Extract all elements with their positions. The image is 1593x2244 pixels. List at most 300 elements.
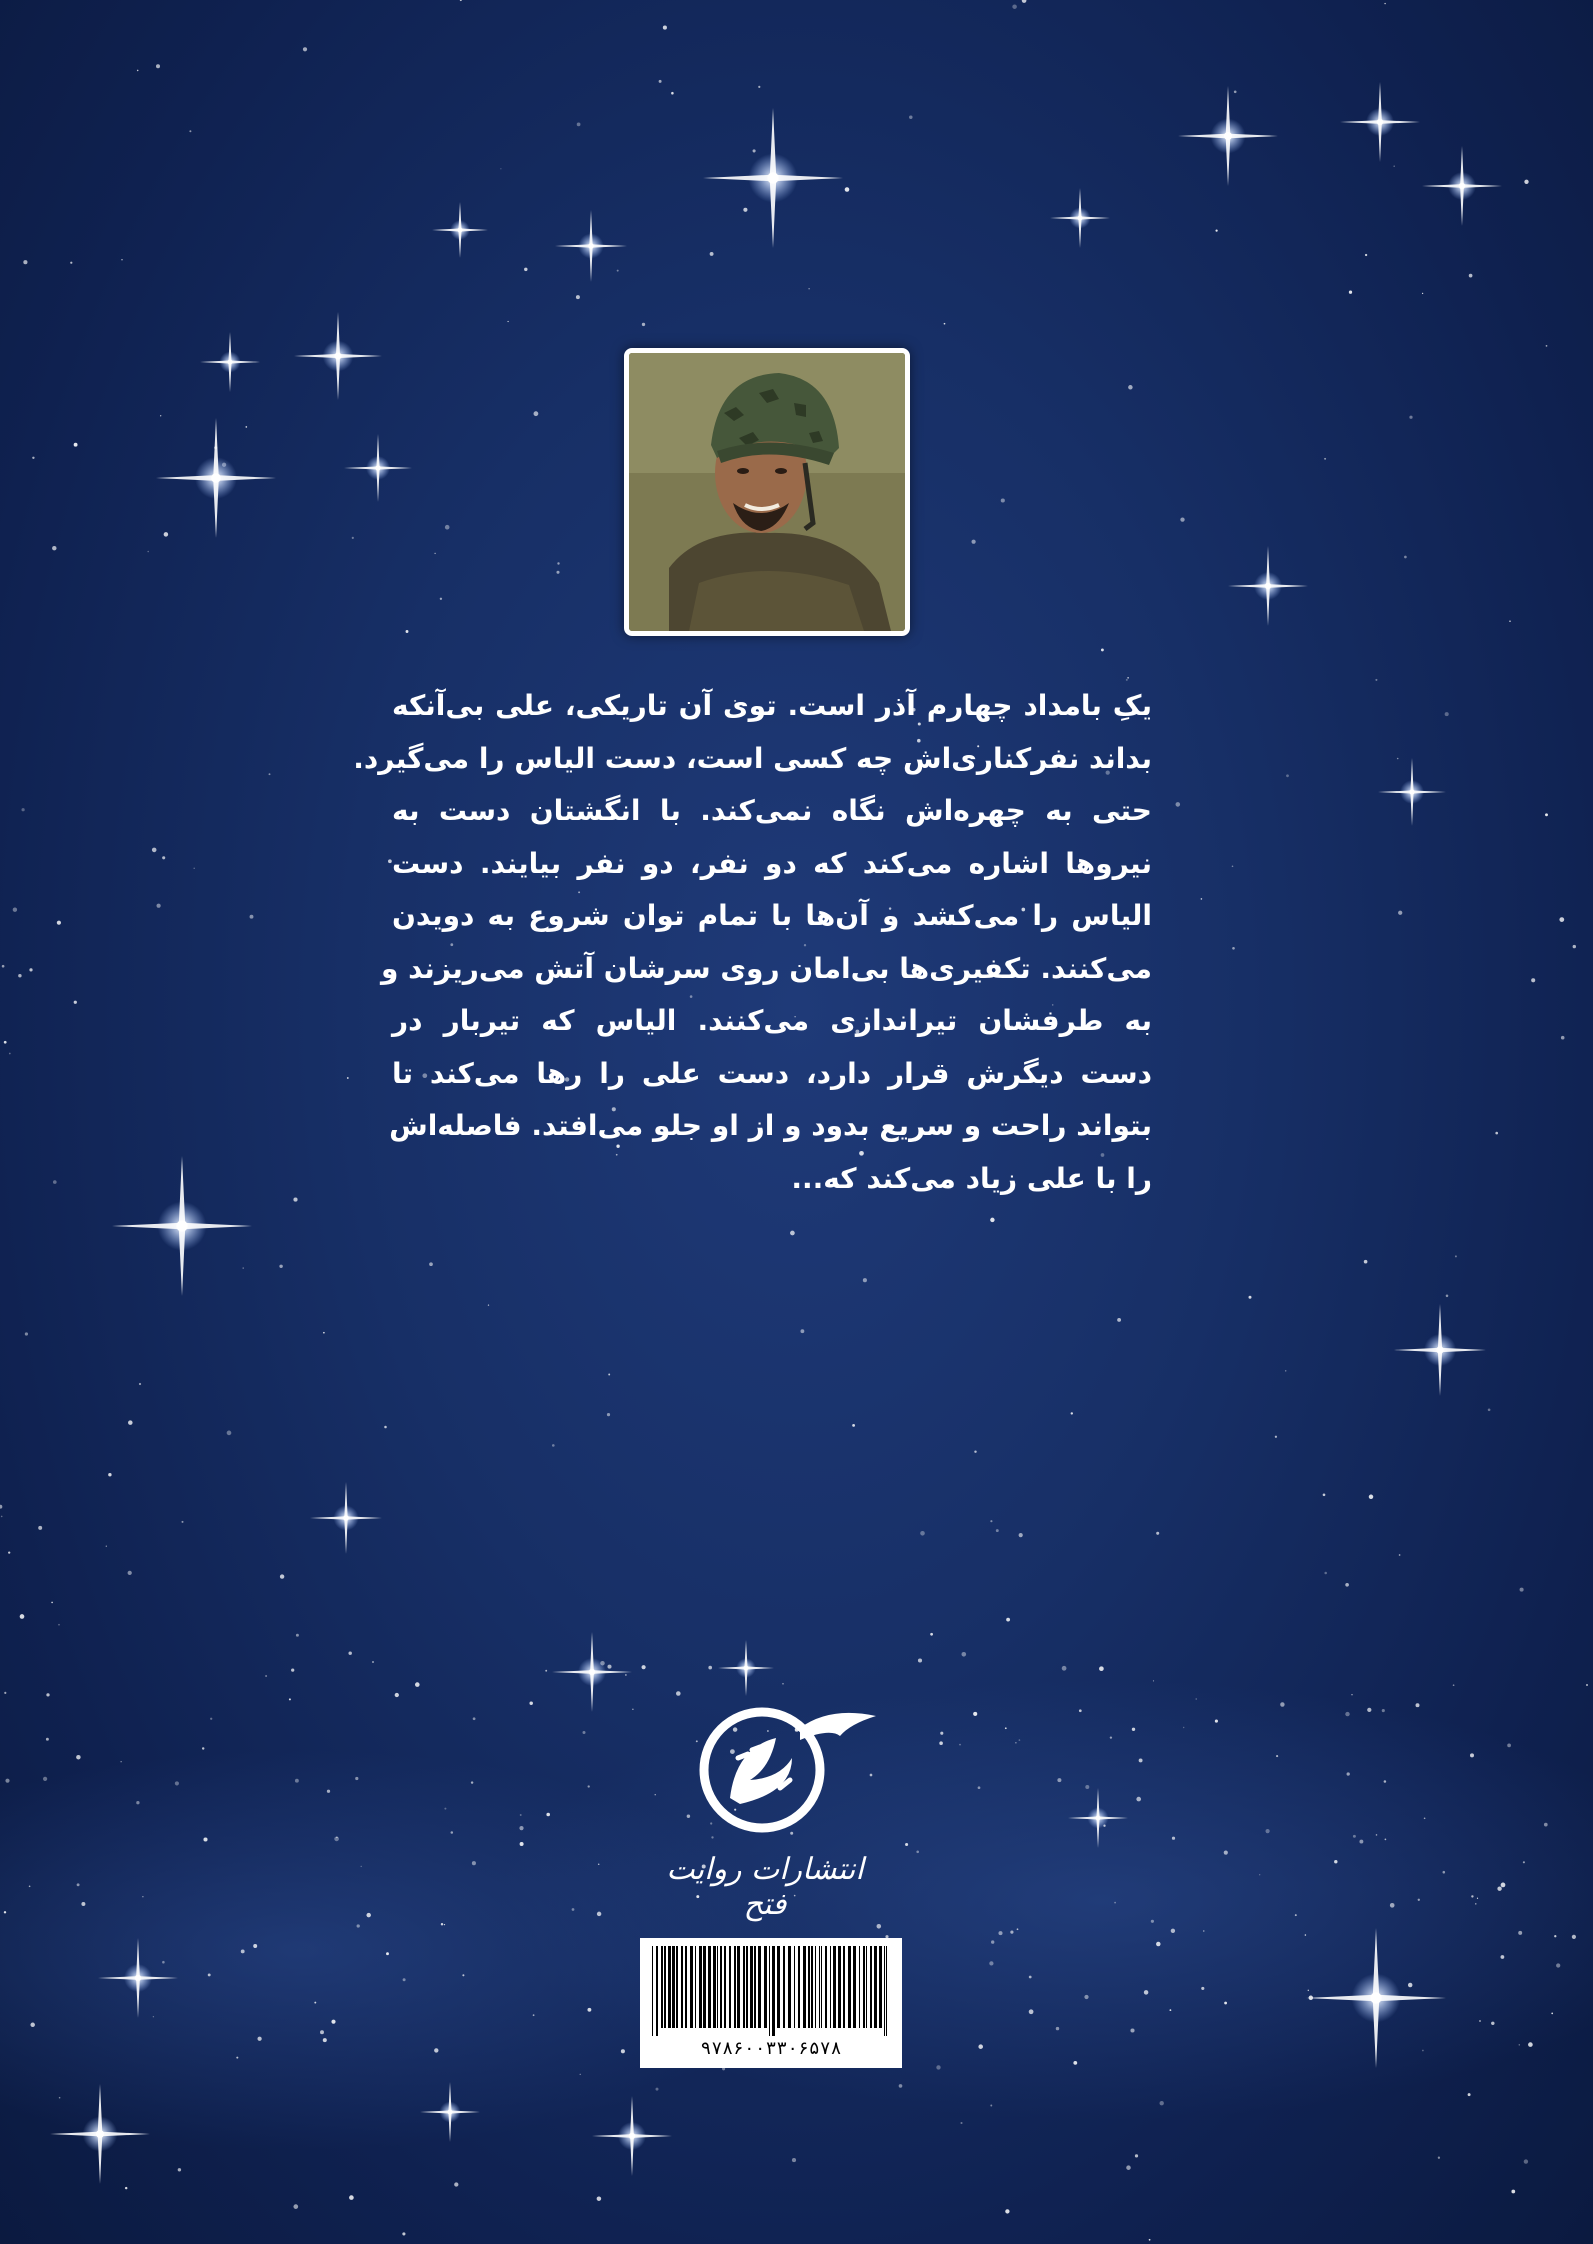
barcode-bar	[661, 1946, 663, 2028]
barcode-bar	[783, 1946, 785, 2028]
barcode-bar	[769, 1946, 770, 2036]
star-dot	[940, 1732, 943, 1735]
star-dot	[1438, 2157, 1440, 2159]
star-dot	[241, 1949, 245, 1953]
star-dot	[1276, 1755, 1278, 1757]
star-dot	[1369, 1495, 1374, 1500]
barcode-bar	[772, 1946, 775, 2036]
publisher-name: انتشارات روایت فتح	[666, 1852, 864, 1922]
star-dot	[1117, 1318, 1121, 1322]
star-dot	[1006, 1618, 1010, 1622]
barcode-bar	[685, 1946, 687, 2028]
star-dot	[1019, 1739, 1021, 1741]
star-dot	[500, 168, 501, 169]
star-dot	[1171, 1929, 1175, 1933]
star-dot	[1349, 291, 1352, 294]
star-dot	[175, 1781, 179, 1785]
barcode-bar	[863, 1946, 865, 2028]
star-dot	[1554, 1935, 1556, 1937]
star-dot	[520, 1814, 522, 1816]
star-dot	[46, 1693, 49, 1696]
star-dot	[1001, 498, 1005, 502]
barcode-bar	[821, 1946, 822, 2028]
barcode-bar	[798, 1946, 800, 2028]
star-dot	[366, 1913, 370, 1917]
star-dot	[471, 1781, 473, 1783]
star-dot	[1559, 917, 1564, 922]
star-dot	[534, 411, 539, 416]
publisher-logo-icon	[680, 1688, 880, 1836]
star-dot	[632, 1709, 633, 1710]
sparkle-star-icon	[703, 108, 843, 248]
star-dot	[936, 2065, 940, 2069]
star-dot	[1324, 458, 1326, 460]
star-dot	[386, 1952, 389, 1955]
star-dot	[607, 1413, 610, 1416]
star-dot	[121, 259, 122, 260]
star-dot	[76, 1755, 81, 1760]
star-dot	[178, 2168, 181, 2171]
star-dot	[808, 288, 809, 289]
barcode-bar	[690, 1946, 693, 2028]
star-dot	[1528, 2042, 1533, 2047]
sparkle-star-icon	[344, 434, 412, 502]
isbn-barcode	[640, 1938, 902, 2068]
star-dot	[1153, 1680, 1154, 1681]
barcode-bar	[703, 1946, 706, 2028]
star-dot	[1286, 774, 1289, 777]
star-dot	[108, 1473, 111, 1476]
star-dot	[1029, 1976, 1032, 1979]
star-dot	[451, 1831, 454, 1834]
star-dot	[1520, 1588, 1524, 1592]
star-dot	[1471, 1895, 1473, 1897]
star-dot	[1022, 0, 1027, 3]
star-dot	[1017, 1928, 1019, 1930]
star-dot	[139, 1383, 141, 1385]
barcode-bar	[734, 1946, 736, 2028]
star-dot	[8, 1551, 10, 1553]
star-dot	[1135, 2154, 1138, 2157]
star-dot	[1324, 1572, 1327, 1575]
star-dot	[384, 1426, 387, 1429]
star-dot	[1385, 1839, 1387, 1841]
star-dot	[136, 1801, 139, 1804]
star-dot	[1180, 517, 1184, 521]
star-dot	[1019, 1533, 1023, 1537]
star-dot	[863, 1278, 867, 1282]
barcode-bar	[664, 1946, 666, 2028]
star-dot	[1224, 1851, 1228, 1855]
star-dot	[1234, 90, 1237, 93]
star-dot	[960, 2122, 962, 2124]
star-dot	[293, 1198, 297, 1202]
blurb-line: را با علی زیاد می‌کند که...	[791, 1161, 1152, 1195]
star-dot	[1224, 2002, 1227, 2005]
barcode-bar	[729, 1946, 731, 2028]
star-dot	[978, 2044, 983, 2049]
star-dot	[582, 1731, 585, 1734]
barcode-digits: ۹۷۸۶۰۰۳۳۰۶۵۷۸	[700, 2038, 842, 2059]
star-dot	[1144, 1990, 1149, 1995]
star-dot	[43, 1777, 47, 1781]
blurb-line: به طرفشان تیراندازی می‌کنند. الیاس که تیربار در	[392, 1004, 1152, 1037]
sparkle-star-icon	[1340, 82, 1420, 162]
star-dot	[1404, 556, 1407, 559]
star-dot	[361, 1866, 362, 1867]
star-dot	[1443, 1871, 1446, 1874]
star-dot	[1509, 620, 1511, 622]
star-dot	[598, 1863, 600, 1865]
star-dot	[1056, 2027, 1059, 2030]
star-dot	[1384, 1780, 1387, 1783]
soldier-portrait-icon	[629, 353, 905, 631]
star-dot	[21, 808, 24, 811]
star-dot	[577, 123, 581, 127]
star-dot	[711, 1836, 713, 1838]
star-dot	[1280, 1702, 1284, 1706]
star-dot	[257, 2037, 261, 2041]
star-dot	[546, 1813, 550, 1817]
star-dot	[1249, 1296, 1252, 1299]
star-dot	[587, 2008, 591, 2012]
star-dot	[989, 1961, 993, 1965]
star-dot	[4, 1041, 7, 1044]
star-dot	[29, 968, 32, 971]
barcode-bar	[656, 1946, 658, 2036]
star-dot	[1127, 677, 1128, 678]
star-dot	[291, 1668, 294, 1671]
star-dot	[1469, 274, 1473, 278]
star-dot	[4, 1692, 6, 1694]
star-dot	[445, 525, 450, 530]
barcode-bar	[695, 1946, 696, 2028]
star-dot	[1057, 1778, 1061, 1782]
star-dot	[77, 1883, 80, 1886]
star-dot	[142, 1896, 143, 1897]
star-dot	[296, 1634, 299, 1637]
star-dot	[164, 532, 169, 537]
barcode-bar	[866, 1946, 867, 2028]
star-dot	[137, 70, 139, 72]
star-dot	[23, 260, 27, 264]
star-dot	[74, 1001, 77, 1004]
star-dot	[1501, 1883, 1506, 1888]
star-dot	[1507, 1744, 1511, 1748]
star-dot	[944, 323, 946, 325]
star-dot	[1365, 254, 1367, 256]
star-dot	[52, 546, 56, 550]
blurb-line: الیاس را می‌کشد و آن‌ها با تمام توان شروع به دویدن	[392, 899, 1152, 932]
barcode-bar	[853, 1946, 856, 2028]
star-dot	[939, 1741, 943, 1745]
barcode-bar	[788, 1946, 791, 2028]
star-dot	[5, 1779, 9, 1783]
star-dot	[552, 1444, 555, 1447]
star-dot	[280, 1574, 284, 1578]
star-dot	[996, 1529, 999, 1532]
star-dot	[1201, 898, 1203, 900]
star-dot	[9, 1053, 11, 1055]
star-dot	[1203, 1930, 1204, 1931]
star-dot	[279, 1265, 282, 1268]
star-dot	[1305, 1934, 1307, 1936]
star-dot	[355, 1777, 358, 1780]
star-dot	[1518, 1931, 1522, 1935]
star-dot	[524, 268, 527, 271]
star-dot	[406, 630, 409, 633]
star-dot	[1422, 293, 1423, 294]
star-dot	[181, 1521, 183, 1523]
star-dot	[1408, 1983, 1412, 1987]
barcode-bar	[879, 1946, 882, 2028]
star-dot	[4, 1911, 6, 1913]
barcode-bar	[808, 1946, 810, 2028]
star-dot	[1531, 978, 1535, 982]
star-dot	[1545, 813, 1548, 816]
star-dot	[1446, 1295, 1449, 1298]
star-dot	[128, 1571, 132, 1575]
star-dot	[1523, 1861, 1525, 1863]
star-dot	[81, 1902, 85, 1906]
barcode-bar	[848, 1946, 851, 2028]
star-dot	[597, 2196, 602, 2201]
star-dot	[348, 1651, 351, 1654]
star-dot	[1501, 1955, 1505, 1959]
star-dot	[743, 208, 747, 212]
star-dot	[877, 1924, 882, 1929]
star-dot	[608, 1374, 610, 1376]
star-dot	[607, 1665, 611, 1669]
star-dot	[327, 1790, 330, 1793]
star-dot	[46, 1738, 49, 1741]
star-dot	[1573, 945, 1576, 948]
barcode-bar	[886, 1946, 887, 2036]
star-dot	[1071, 1412, 1073, 1414]
star-dot	[243, 1267, 244, 1268]
star-dot	[545, 1670, 547, 1672]
star-dot	[1345, 1712, 1349, 1716]
star-dot	[790, 1231, 795, 1236]
star-dot	[852, 1424, 855, 1427]
star-dot	[1546, 345, 1548, 347]
star-dot	[642, 1665, 646, 1669]
star-dot	[53, 1180, 57, 1184]
star-dot	[1586, 1684, 1588, 1686]
star-dot	[444, 1924, 445, 1925]
star-dot	[210, 1718, 212, 1720]
star-dot	[1012, 4, 1017, 9]
star-dot	[642, 323, 645, 326]
sparkle-star-icon	[200, 332, 260, 392]
star-dot	[1259, 1874, 1260, 1875]
star-dot	[454, 2182, 458, 2186]
star-dot	[331, 2020, 335, 2024]
star-dot	[1477, 1898, 1478, 1899]
star-dot	[1010, 1931, 1013, 1934]
star-dot	[74, 443, 78, 447]
barcode-bar	[838, 1946, 841, 2028]
star-dot	[971, 540, 975, 544]
star-dot	[1382, 1709, 1385, 1712]
star-dot	[347, 1077, 349, 1079]
star-dot	[1495, 1132, 1498, 1135]
barcode-bar	[746, 1946, 748, 2028]
star-dot	[415, 1682, 420, 1687]
star-dot	[1215, 1720, 1218, 1723]
star-dot	[1232, 947, 1235, 950]
star-dot	[1215, 229, 1217, 231]
star-dot	[440, 598, 442, 600]
star-dot	[402, 2232, 405, 2235]
star-dot	[1334, 1860, 1337, 1863]
star-dot	[1151, 1920, 1154, 1923]
star-dot	[152, 848, 157, 853]
star-dot	[323, 1332, 325, 1334]
star-dot	[1275, 1436, 1277, 1438]
star-dot	[1139, 1758, 1143, 1762]
sparkle-star-icon	[555, 210, 627, 282]
blurb-line: بتواند راحت و سریع بدود و از او جلو می‌افتد. فاصله‌اش	[389, 1109, 1152, 1142]
star-dot	[1130, 2028, 1134, 2032]
sparkle-star-icon	[1050, 188, 1110, 248]
barcode-bar	[724, 1946, 726, 2028]
barcode-bar	[754, 1946, 756, 2028]
star-dot	[473, 1717, 476, 1720]
sparkle-star-icon	[1378, 758, 1446, 826]
star-dot	[753, 149, 756, 152]
star-dot	[617, 270, 619, 272]
star-dot	[998, 1931, 1002, 1935]
star-dot	[1359, 1840, 1363, 1844]
barcode-bar	[758, 1946, 761, 2028]
barcode-bar	[794, 1946, 795, 2028]
star-dot	[227, 1431, 232, 1436]
star-dot	[576, 295, 580, 299]
star-dot	[293, 2204, 298, 2209]
star-dot	[1455, 1255, 1457, 1257]
star-dot	[395, 1693, 399, 1697]
star-dot	[1390, 1903, 1395, 1908]
barcode-bar	[720, 1946, 722, 2028]
star-dot	[121, 1761, 122, 1762]
star-dot	[800, 1329, 804, 1333]
star-dot	[1399, 1554, 1401, 1556]
star-dot	[1409, 416, 1412, 419]
star-dot	[250, 915, 254, 919]
star-dot	[160, 415, 161, 416]
star-dot	[1491, 2022, 1494, 2025]
barcode-bar	[717, 1946, 718, 2028]
star-dot	[20, 1614, 25, 1619]
star-dot	[520, 1842, 524, 1846]
star-dot	[51, 1602, 53, 1604]
star-dot	[32, 457, 34, 459]
star-dot	[269, 773, 271, 775]
barcode-bar	[750, 1946, 753, 2028]
barcode-bar	[825, 1946, 827, 2028]
star-dot	[659, 80, 662, 83]
sparkle-star-icon	[310, 1482, 382, 1554]
star-dot	[1544, 1823, 1548, 1827]
star-dot	[1285, 1370, 1286, 1371]
star-dot	[1176, 802, 1181, 807]
star-dot	[1114, 1902, 1116, 1904]
star-dot	[990, 1218, 994, 1222]
sparkle-star-icon	[1178, 86, 1278, 186]
star-dot	[265, 1675, 267, 1677]
star-dot	[1079, 1709, 1082, 1712]
star-dot	[162, 1961, 165, 1964]
star-dot	[625, 1674, 626, 1675]
star-dot	[462, 1974, 464, 1976]
star-dot	[162, 856, 165, 859]
star-dot	[597, 1912, 601, 1916]
star-dot	[1149, 2239, 1151, 2241]
star-dot	[557, 562, 559, 564]
star-dot	[58, 1624, 60, 1626]
sparkle-star-icon	[1394, 1304, 1486, 1396]
star-dot	[488, 1304, 489, 1305]
star-dot	[429, 1262, 433, 1266]
star-dot	[1, 1516, 3, 1518]
star-dot	[156, 64, 160, 68]
star-dot	[1005, 2209, 1009, 2213]
barcode-bar	[870, 1946, 872, 2028]
star-dot	[572, 1908, 575, 1911]
star-dot	[990, 1520, 992, 1522]
star-dot	[303, 47, 307, 51]
star-dot	[38, 1526, 42, 1530]
star-dot	[1524, 180, 1528, 184]
star-dot	[13, 908, 17, 912]
star-dot	[1479, 2020, 1481, 2022]
star-dot	[30, 2023, 34, 2027]
star-dot	[441, 1923, 443, 1925]
star-dot	[916, 1850, 919, 1853]
blurb-line: حتی به چهره‌اش نگاه نمی‌کند. با انگشتان دست به	[392, 794, 1152, 827]
star-dot	[1132, 1728, 1135, 1731]
star-dot	[1418, 1899, 1420, 1901]
star-dot	[1323, 1493, 1326, 1496]
star-dot	[1572, 1935, 1576, 1939]
star-dot	[978, 1786, 981, 1789]
barcode-bar	[672, 1946, 675, 2028]
star-dot	[1085, 1785, 1089, 1789]
star-dot	[899, 2084, 903, 2088]
blurb-line: دست دیگرش قرار دارد، دست علی را رها می‌کند تا	[392, 1056, 1152, 1090]
star-dot	[334, 1837, 339, 1842]
star-dot	[125, 2187, 127, 2189]
star-dot	[1005, 1727, 1007, 1729]
star-dot	[1266, 1829, 1270, 1833]
star-dot	[202, 1747, 204, 1749]
star-dot	[1062, 1666, 1067, 1671]
star-dot	[1295, 1914, 1297, 1916]
barcode-bar	[699, 1946, 702, 2028]
sparkle-star-icon	[432, 202, 488, 258]
star-dot	[1160, 2101, 1164, 2105]
star-dot	[918, 1658, 922, 1662]
star-dot	[1445, 712, 1449, 716]
star-dot	[472, 1861, 476, 1865]
star-dot	[1232, 866, 1234, 868]
star-dot	[1556, 1963, 1560, 1967]
star-dot	[1353, 1835, 1356, 1838]
star-dot	[656, 2088, 659, 2091]
star-dot	[1101, 648, 1104, 651]
star-dot	[710, 252, 714, 256]
